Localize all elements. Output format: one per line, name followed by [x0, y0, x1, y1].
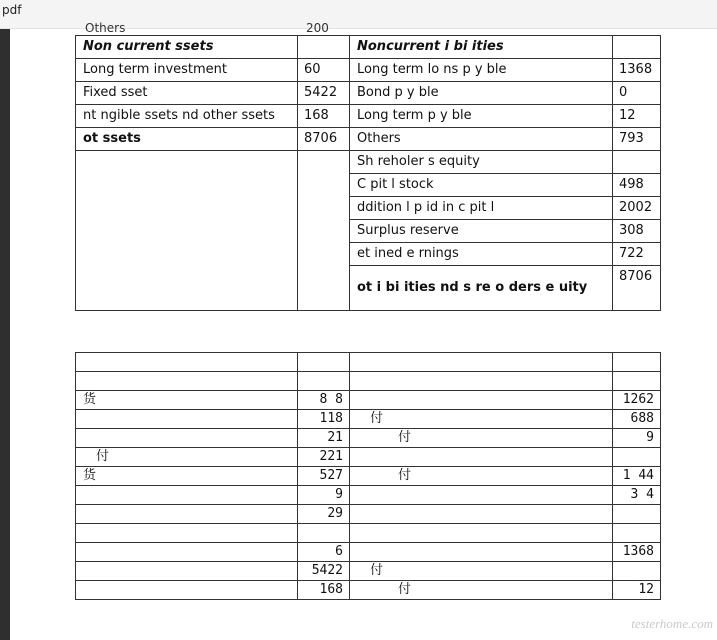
cn-liability-label: 付 [350, 562, 613, 581]
table-row [76, 448, 661, 467]
cn-asset-label [76, 562, 298, 581]
cn-liability-label [350, 505, 613, 524]
table-row [76, 429, 661, 448]
chinese-balance-sheet-table [75, 352, 661, 600]
equity-label: Sh reholer s equity [350, 151, 613, 174]
cn-liability-value [613, 372, 661, 391]
cn-asset-label: 货 [76, 467, 298, 486]
cn-liability-value [613, 562, 661, 581]
cn-asset-label [76, 486, 298, 505]
total-assets-value: 8706 [298, 128, 350, 151]
cn-asset-value: 21 [298, 429, 350, 448]
table-row [76, 59, 661, 82]
cn-asset-value: 8 8 [298, 391, 350, 410]
cn-liability-label [350, 353, 613, 372]
cn-asset-value: 5422 [298, 562, 350, 581]
total-liabilities-equity-value: 8706 [613, 266, 661, 311]
table-row [76, 82, 661, 105]
cn-liability-label [350, 543, 613, 562]
cn-liability-label [350, 372, 613, 391]
cn-asset-label [76, 410, 298, 429]
equity-value: 498 [613, 174, 661, 197]
cn-liability-label: 付 [350, 467, 613, 486]
cn-liability-value: 1 44 [613, 467, 661, 486]
cn-liability-value: 1368 [613, 543, 661, 562]
cn-liability-label [350, 486, 613, 505]
total-assets-label: ot ssets [76, 128, 298, 151]
table-row [76, 467, 661, 486]
liability-label: Others [350, 128, 613, 151]
table-row [76, 524, 661, 543]
equity-value [613, 151, 661, 174]
empty-asset-cell [76, 151, 298, 311]
balance-sheet-table [75, 35, 661, 311]
asset-value: 60 [298, 59, 350, 82]
left-header-value [298, 36, 350, 59]
asset-label: Fixed sset [76, 82, 298, 105]
equity-label: ddition l p id in c pit l [350, 197, 613, 220]
table-row [76, 505, 661, 524]
cn-asset-label [76, 372, 298, 391]
cn-asset-value: 221 [298, 448, 350, 467]
cn-liability-label [350, 448, 613, 467]
cn-asset-value: 6 [298, 543, 350, 562]
cn-asset-value: 9 [298, 486, 350, 505]
cn-asset-label [76, 581, 298, 600]
table-row [76, 353, 661, 372]
liability-value: 12 [613, 105, 661, 128]
cn-asset-value [298, 524, 350, 543]
liability-value: 1368 [613, 59, 661, 82]
cn-liability-label: 付 [350, 410, 613, 429]
left-header: Non current ssets [76, 36, 298, 59]
equity-label: Surplus reserve [350, 220, 613, 243]
table-row [76, 410, 661, 429]
cn-asset-label: 货 [76, 391, 298, 410]
cn-asset-value: 168 [298, 581, 350, 600]
table-row [76, 543, 661, 562]
cn-liability-value: 1262 [613, 391, 661, 410]
cn-asset-value [298, 372, 350, 391]
table-row [76, 486, 661, 505]
cn-liability-label [350, 391, 613, 410]
asset-value: 168 [298, 105, 350, 128]
cn-liability-value: 9 [613, 429, 661, 448]
right-header-value [613, 36, 661, 59]
liability-label: Long term lo ns p y ble [350, 59, 613, 82]
equity-label: et ined e rnings [350, 243, 613, 266]
cn-liability-value [613, 524, 661, 543]
liability-label: Long term p y ble [350, 105, 613, 128]
cn-asset-value: 118 [298, 410, 350, 429]
cn-asset-value: 29 [298, 505, 350, 524]
cn-asset-value [298, 353, 350, 372]
cn-liability-label: 付 [350, 581, 613, 600]
liability-value: 793 [613, 128, 661, 151]
equity-label: C pit l stock [350, 174, 613, 197]
table-row [76, 105, 661, 128]
empty-asset-value-cell [298, 151, 350, 311]
table-row [76, 581, 661, 600]
cn-liability-value: 3 4 [613, 486, 661, 505]
liability-label: Bond p y ble [350, 82, 613, 105]
clipped-row-label: Others [85, 21, 126, 35]
equity-value: 722 [613, 243, 661, 266]
cn-liability-label [350, 524, 613, 543]
cn-asset-label [76, 543, 298, 562]
liability-value: 0 [613, 82, 661, 105]
cn-liability-value [613, 448, 661, 467]
cn-asset-label [76, 429, 298, 448]
cn-asset-label [76, 524, 298, 543]
cn-asset-label: 付 [76, 448, 298, 467]
cn-liability-value: 12 [613, 581, 661, 600]
table-row [76, 372, 661, 391]
equity-value: 2002 [613, 197, 661, 220]
cn-asset-label [76, 505, 298, 524]
left-scroll-rail[interactable] [0, 29, 10, 640]
cn-liability-value: 688 [613, 410, 661, 429]
cn-asset-label [76, 353, 298, 372]
watermark: testerhome.com [631, 616, 713, 631]
table-row [76, 151, 661, 174]
total-liabilities-equity-label: ot i bi ities nd s re o ders e uity [350, 266, 613, 311]
cn-liability-value [613, 505, 661, 524]
table-row [76, 391, 661, 410]
asset-value: 5422 [298, 82, 350, 105]
app-title: pdf [2, 3, 22, 17]
cn-asset-value: 527 [298, 467, 350, 486]
table-row [76, 128, 661, 151]
equity-value: 308 [613, 220, 661, 243]
right-header: Noncurrent i bi ities [350, 36, 613, 59]
table-header-row [76, 36, 661, 59]
table-row [76, 562, 661, 581]
asset-label: nt ngible ssets nd other ssets [76, 105, 298, 128]
cn-liability-value [613, 353, 661, 372]
asset-label: Long term investment [76, 59, 298, 82]
clipped-row-value: 200 [306, 21, 329, 35]
cn-liability-label: 付 [350, 429, 613, 448]
